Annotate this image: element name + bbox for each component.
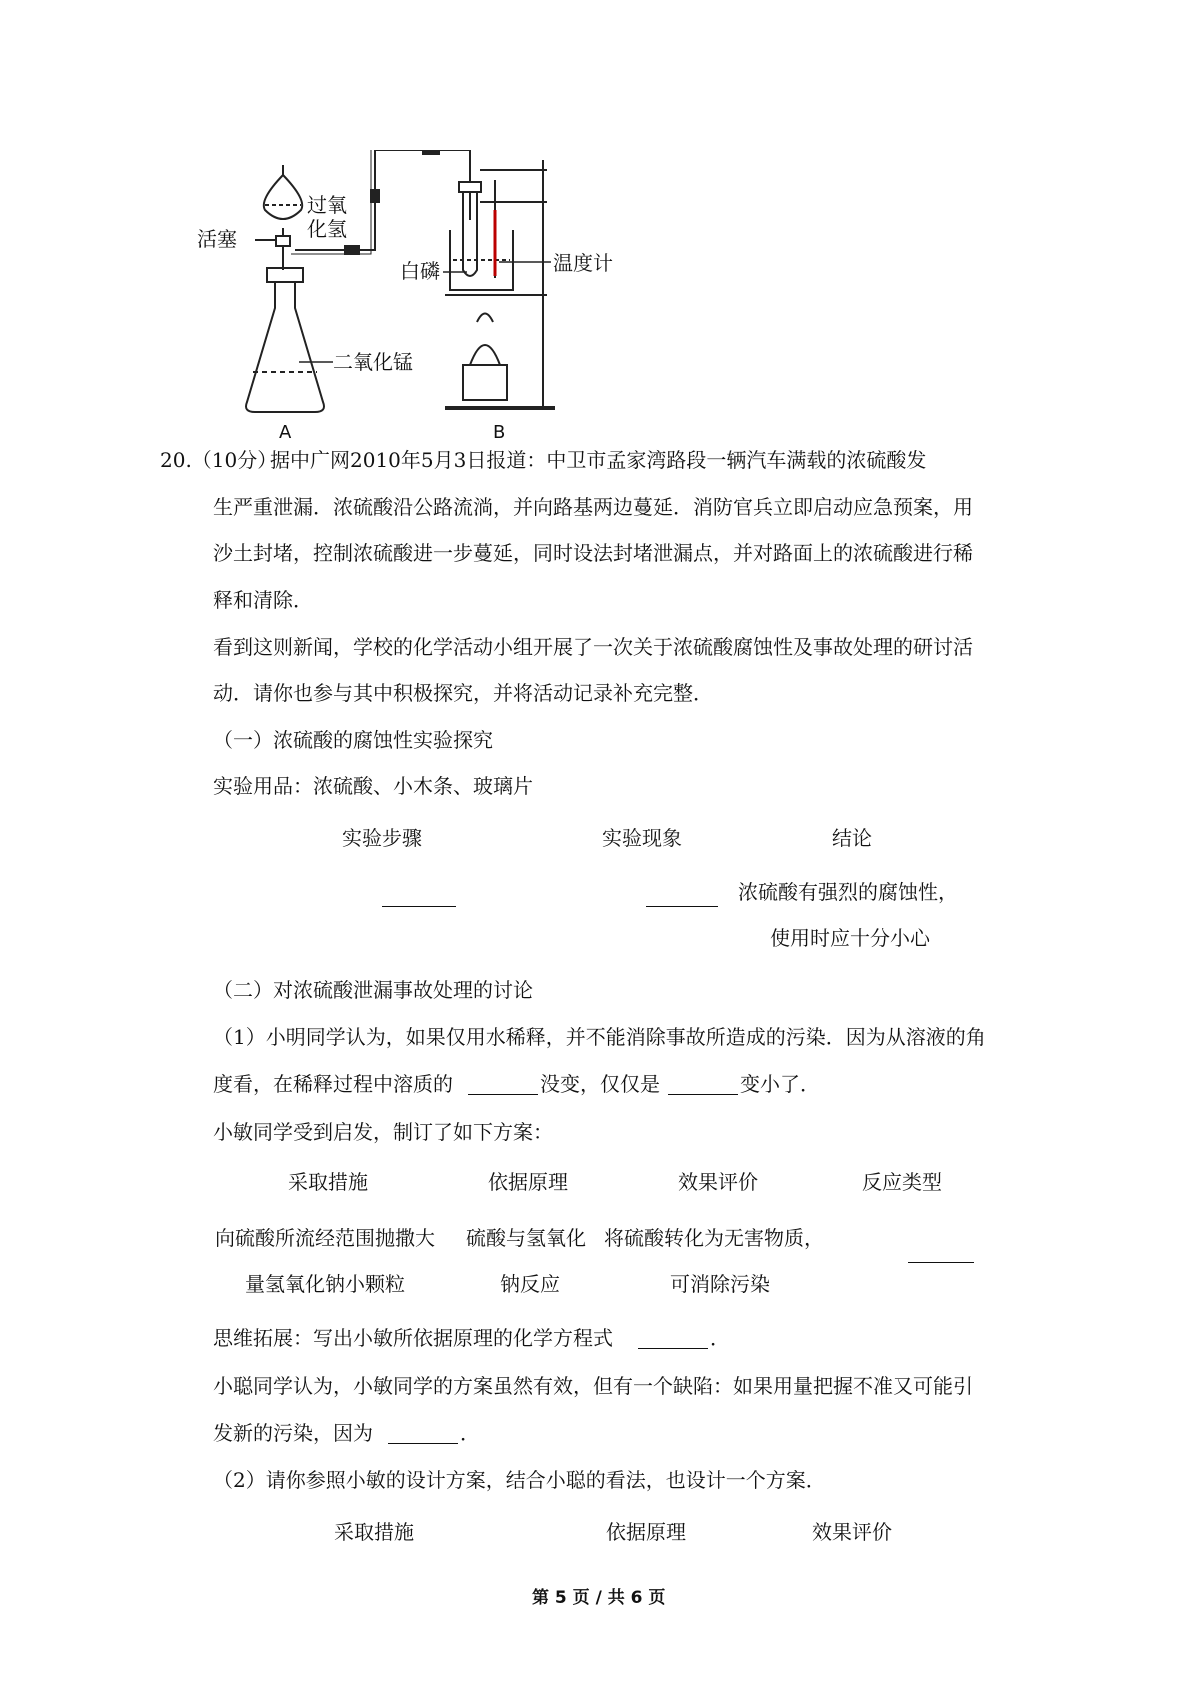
news-line-1: 看到这则新闻，学校的化学活动小组开展了一次关于浓硫酸腐蚀性及事故处理的研讨活	[213, 635, 973, 659]
q1-line-2a: 度看，在稀释过程中溶质的	[213, 1072, 453, 1096]
materials: 实验用品：浓硫酸、小木条、玻璃片	[213, 774, 533, 798]
table1-conclusion-2: 使用时应十分小心	[770, 926, 930, 950]
question-number: 20.（10分）	[160, 448, 278, 472]
table3-header-principle: 依据原理	[606, 1520, 686, 1544]
xiaomin-intro: 小敏同学受到启发，制订了如下方案：	[213, 1120, 553, 1144]
blank-solute[interactable]	[468, 1094, 538, 1095]
table3-header-effect: 效果评价	[812, 1520, 892, 1544]
news-line-2: 动．请你也参与其中积极探究，并将活动记录补充完整．	[213, 681, 713, 705]
table2-principle-1: 硫酸与氢氧化	[466, 1226, 586, 1250]
label-b: B	[493, 422, 506, 440]
blank-equation[interactable]	[638, 1348, 708, 1349]
table2-header-effect: 效果评价	[678, 1170, 758, 1194]
table2-header-type: 反应类型	[862, 1170, 942, 1194]
part1-title: （一）浓硫酸的腐蚀性实验探究	[213, 728, 493, 752]
table2-header-principle: 依据原理	[488, 1170, 568, 1194]
page-footer: 第 5 页 / 共 6 页	[532, 1588, 666, 1608]
table1-header-phenomenon: 实验现象	[602, 826, 682, 850]
xiaocong-end: ．	[460, 1421, 480, 1445]
part2-title: （二）对浓硫酸泄漏事故处理的讨论	[213, 978, 533, 1002]
extension-line: 思维拓展：写出小敏所依据原理的化学方程式	[213, 1326, 613, 1350]
label-mno2: 二氧化锰	[333, 350, 413, 374]
table2-measure-2: 量氢氧化钠小颗粒	[245, 1272, 405, 1296]
q1-line-1: （1）小明同学认为，如果仅用水稀释，并不能消除事故所造成的污染．因为从溶液的角	[213, 1025, 986, 1049]
label-phosphorus: 白磷	[400, 259, 440, 283]
label-a: A	[279, 422, 292, 440]
q1-line-2b: 没变，仅仅是	[540, 1072, 660, 1096]
table2-effect-2: 可消除污染	[670, 1272, 770, 1296]
table2-principle-2: 钠反应	[500, 1272, 560, 1296]
blank-reaction-type[interactable]	[908, 1262, 974, 1263]
table3-header-measure: 采取措施	[334, 1520, 414, 1544]
blank-step[interactable]	[382, 906, 456, 907]
blank-concentration[interactable]	[668, 1094, 738, 1095]
q2-line: （2）请你参照小敏的设计方案，结合小聪的看法，也设计一个方案．	[213, 1468, 826, 1492]
table1-header-conclusion: 结论	[832, 826, 872, 850]
label-h2o2-1: 过氧	[307, 193, 347, 217]
table2-header-measure: 采取措施	[288, 1170, 368, 1194]
intro-line-4: 释和清除．	[213, 588, 313, 612]
intro-line-3: 沙土封堵，控制浓硫酸进一步蔓延，同时设法封堵泄漏点，并对路面上的浓硫酸进行稀	[213, 541, 973, 565]
q1-line-2c: 变小了．	[740, 1072, 820, 1096]
apparatus-figure	[195, 150, 675, 440]
xiaocong-line-1: 小聪同学认为，小敏同学的方案虽然有效，但有一个缺陷：如果用量把握不准又可能引	[213, 1374, 973, 1398]
table1-header-step: 实验步骤	[342, 826, 422, 850]
label-stopcock: 活塞	[197, 227, 237, 251]
table2-effect-1: 将硫酸转化为无害物质，	[604, 1226, 824, 1250]
table1-conclusion-1: 浓硫酸有强烈的腐蚀性，	[738, 880, 958, 904]
blank-phenomenon[interactable]	[646, 906, 718, 907]
extension-end: ．	[710, 1326, 730, 1350]
label-h2o2-2: 化氢	[307, 217, 347, 241]
intro-line-1: 据中广网2010年5月3日报道：中卫市孟家湾路段一辆汽车满载的浓硫酸发	[270, 448, 927, 472]
table2-measure-1: 向硫酸所流经范围抛撒大	[215, 1226, 435, 1250]
intro-line-2: 生严重泄漏．浓硫酸沿公路流淌，并向路基两边蔓延．消防官兵立即启动应急预案，用	[213, 495, 973, 519]
xiaocong-line-2: 发新的污染，因为	[213, 1421, 373, 1445]
blank-reason[interactable]	[388, 1443, 458, 1444]
label-thermometer: 温度计	[553, 251, 613, 275]
